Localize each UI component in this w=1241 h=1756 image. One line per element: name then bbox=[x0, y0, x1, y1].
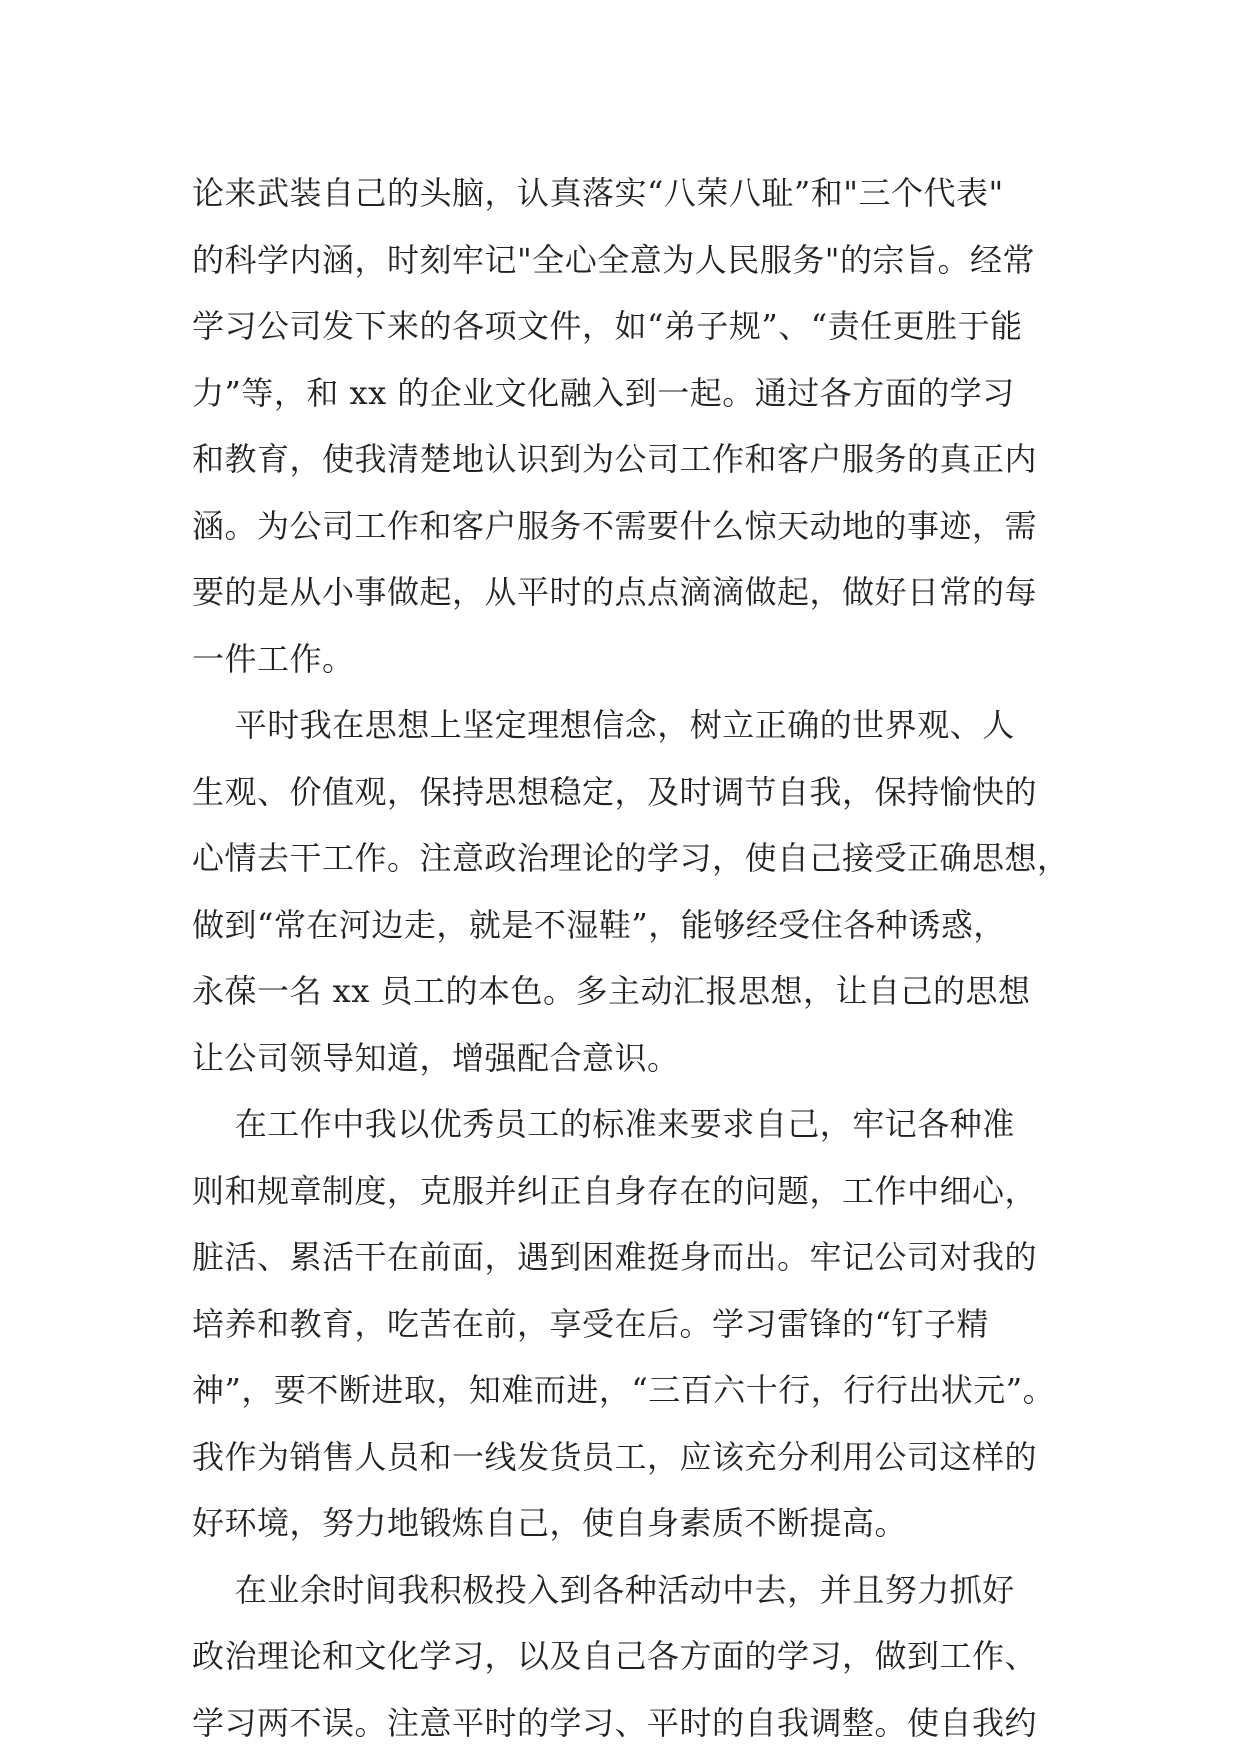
text-line: 则和规章制度，克服并纠正自身存在的问题，工作中细心， bbox=[192, 1158, 1052, 1225]
text-line: 神”，要不断进取，知难而进，“三百六十行，行行出状元”。 bbox=[192, 1357, 1052, 1424]
text-line: 让公司领导知道，增强配合意识。 bbox=[192, 1025, 1052, 1092]
text-line: 学习公司发下来的各项文件，如“弟子规”、“责任更胜于能 bbox=[192, 293, 1052, 360]
text-line: 好环境，努力地锻炼自己，使自身素质不断提高。 bbox=[192, 1490, 1052, 1557]
text-line: 脏活、累活干在前面，遇到困难挺身而出。牢记公司对我的 bbox=[192, 1224, 1052, 1291]
text-line: 学习两不误。注意平时的学习、平时的自我调整。使自我约 bbox=[192, 1690, 1052, 1756]
text-line: 涵。为公司工作和客户服务不需要什么惊天动地的事迹，需 bbox=[192, 493, 1052, 560]
text-line: 一件工作。 bbox=[192, 626, 1052, 693]
text-line: 论来武装自己的头脑，认真落实“八荣八耻”和"三个代表" bbox=[192, 160, 1052, 227]
text-line: 和教育，使我清楚地认识到为公司工作和客户服务的真正内 bbox=[192, 426, 1052, 493]
text-line: 心情去干工作。注意政治理论的学习，使自己接受正确思想， bbox=[192, 825, 1052, 892]
body-text bbox=[192, 160, 1052, 1756]
text-line: 要的是从小事做起，从平时的点点滴滴做起，做好日常的每 bbox=[192, 559, 1052, 626]
text-line: 的科学内涵，时刻牢记"全心全意为人民服务"的宗旨。经常 bbox=[192, 227, 1052, 294]
text-line: 永葆一名 xx 员工的本色。多主动汇报思想，让自己的思想 bbox=[192, 958, 1052, 1025]
text-line: 生观、价值观，保持思想稳定，及时调节自我，保持愉快的 bbox=[192, 759, 1052, 826]
text-line: 政治理论和文化学习，以及自己各方面的学习，做到工作、 bbox=[192, 1623, 1052, 1690]
text-line: 培养和教育，吃苦在前，享受在后。学习雷锋的“钉子精 bbox=[192, 1291, 1052, 1358]
text-line: 平时我在思想上坚定理想信念，树立正确的世界观、人 bbox=[192, 692, 1052, 759]
text-line: 在工作中我以优秀员工的标准来要求自己，牢记各种准 bbox=[192, 1091, 1052, 1158]
text-line: 力”等，和 xx 的企业文化融入到一起。通过各方面的学习 bbox=[192, 360, 1052, 427]
text-line: 在业余时间我积极投入到各种活动中去，并且努力抓好 bbox=[192, 1557, 1052, 1624]
text-line: 我作为销售人员和一线发货员工，应该充分利用公司这样的 bbox=[192, 1424, 1052, 1491]
text-line: 做到“常在河边走，就是不湿鞋”，能够经受住各种诱惑， bbox=[192, 892, 1052, 959]
